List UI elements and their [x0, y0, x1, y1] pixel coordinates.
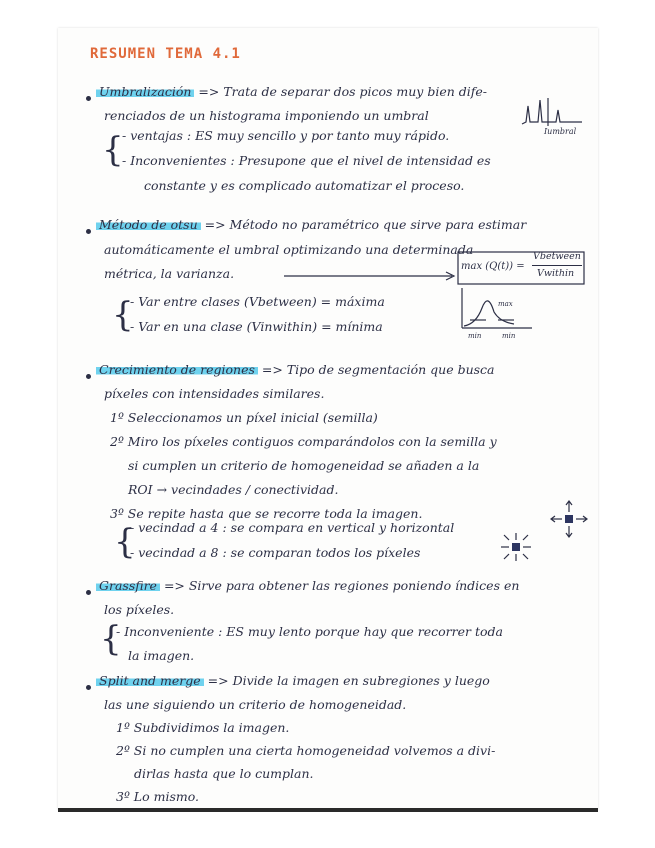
split-step-2a: 2º Si no cumplen una cierta homogeneidad volvemos a divi- [116, 743, 496, 758]
section-umbralizacion-line-1 [96, 84, 487, 99]
otsu-formula-numerator: Vbetween [533, 251, 581, 262]
bullet-dot [86, 590, 91, 595]
split-step-2b: dirlas hasta que lo cumplan. [134, 766, 314, 781]
keyword-umbralizacion: Umbralización [96, 84, 194, 99]
bullet-dot [86, 96, 91, 101]
keyword-crecimiento: Crecimiento de regiones [96, 362, 258, 377]
grassfire-definition-2: los píxeles. [104, 602, 175, 617]
umbral-label: Iumbral [544, 127, 577, 136]
brace: { [100, 619, 122, 659]
keyword-grassfire: Grassfire [96, 578, 160, 593]
page-title: RESUMEN TEMA 4.1 [90, 46, 241, 62]
section-split-line-1 [96, 673, 490, 688]
grassfire-inconveniente-2: la imagen. [128, 648, 195, 663]
crecimiento-step-2a: 2º Miro los píxeles contiguos comparándolos con la semilla y [110, 434, 497, 449]
otsu-definition-2: automáticamente el umbral optimizando una determinada [104, 242, 474, 257]
crecimiento-step-1: 1º Seleccionamos un píxel inicial (semilla) [110, 410, 378, 425]
bullet-dot [86, 374, 91, 379]
bullet-dot [86, 685, 91, 690]
crecimiento-step-2b: si cumplen un criterio de homogeneidad se añaden a la [128, 458, 480, 473]
umbralizacion-ventajas: - ventajas : ES muy sencillo y por tanto muy rápido. [122, 128, 450, 143]
split-step-1: 1º Subdividimos la imagen. [116, 720, 290, 735]
grassfire-inconveniente-1: - Inconveniente : ES muy lento porque hay que recorrer toda [116, 624, 503, 639]
otsu-formula-denominator: Vwithin [537, 268, 575, 279]
keyword-split-and-merge: Split and merge [96, 673, 204, 688]
vecindad-4: - vecindad a 4 : se compara en vertical y horizontal [130, 520, 455, 535]
split-definition-2: las une siguiendo un criterio de homogeneidad. [104, 697, 407, 712]
histogram-threshold-sketch [520, 96, 590, 136]
section-grassfire-line-1 [96, 578, 519, 593]
umbralizacion-definition-2: renciados de un histograma imponiendo un umbral [104, 108, 429, 123]
otsu-var-en-una-clase: - Var en una clase (Vinwithin) = mínima [130, 319, 383, 334]
split-step-3: 3º Lo mismo. [116, 789, 200, 804]
otsu-definition-1: => Método no paramétrico que sirve para estimar [204, 217, 527, 232]
section-crecimiento-line-1 [96, 362, 495, 377]
brace: { [114, 522, 136, 562]
crecimiento-step-2c: ROI → vecindades / conectividad. [128, 482, 339, 497]
min-label-right: min [502, 332, 516, 340]
keyword-otsu: Método de otsu [96, 217, 201, 232]
split-definition-1: => Divide la imagen en subregiones y luego [207, 673, 490, 688]
otsu-variance-sketch [458, 284, 538, 344]
otsu-formula-left: max (Q(t)) = [461, 261, 525, 272]
umbralizacion-definition-1: => Trata de separar dos picos muy bien dife- [198, 84, 488, 99]
brace: { [102, 130, 124, 170]
max-label: max [498, 300, 513, 308]
crecimiento-definition-1: => Tipo de segmentación que busca [261, 362, 495, 377]
arrow-to-formula [282, 268, 462, 284]
min-label-left: min [468, 332, 482, 340]
page-bottom-edge [58, 808, 598, 812]
otsu-var-entre-clases: - Var entre clases (Vbetween) = máxima [130, 294, 385, 309]
vecindad-8: - vecindad a 8 : se comparan todos los píxeles [130, 545, 421, 560]
fraction-bar [532, 265, 582, 266]
crecimiento-step-3: 3º Se repite hasta que se recorre toda la imagen. [110, 506, 423, 521]
neighborhood-8-icon [496, 530, 536, 564]
otsu-definition-3: métrica, la varianza. [104, 266, 235, 281]
umbralizacion-inconvenientes-1: - Inconvenientes : Presupone que el nivel de intensidad es [122, 153, 491, 168]
section-otsu-line-1 [96, 217, 526, 232]
grassfire-definition-1: => Sirve para obtener las regiones poniendo índices en [163, 578, 520, 593]
crecimiento-definition-2: píxeles con intensidades similares. [104, 386, 325, 401]
umbralizacion-inconvenientes-2: constante y es complicado automatizar el proceso. [144, 178, 465, 193]
brace: { [112, 295, 134, 335]
bullet-dot [86, 229, 91, 234]
neighborhood-4-icon [548, 500, 592, 540]
